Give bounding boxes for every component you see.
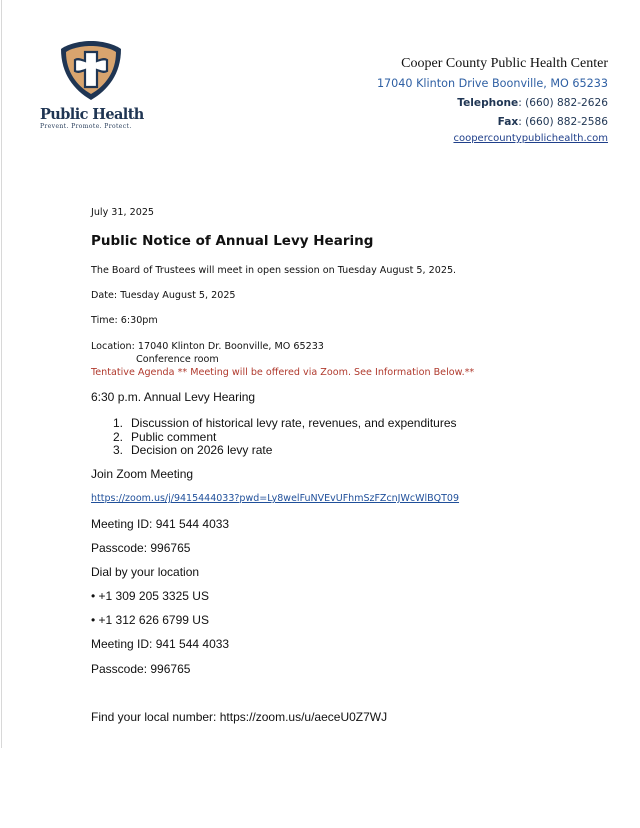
- notice-title: Public Notice of Annual Levy Hearing: [91, 233, 374, 249]
- dial-by-location-label: Dial by your location: [91, 565, 200, 579]
- intro-text: The Board of Trustees will meet in open session on Tuesday August 5, 2025.: [91, 265, 457, 276]
- dial-number: • +1 309 205 3325 US: [91, 589, 209, 603]
- meeting-id: Meeting ID: 941 544 4033: [91, 517, 230, 531]
- fax-value: : (660) 882-2586: [518, 116, 608, 128]
- organization-address: 17040 Klinton Drive Boonville, MO 65233: [376, 77, 608, 90]
- zoom-join-link[interactable]: https://zoom.us/j/9415444033?pwd=Ly8welFuNVEvUFhmSzFZcnJWcWlBQT09: [91, 493, 460, 504]
- fax-line: [377, 113, 608, 132]
- telephone-label: Telephone: [457, 97, 519, 109]
- page-edge-line: [1, 0, 2, 748]
- meeting-id: Meeting ID: 941 544 4033: [91, 637, 230, 651]
- agenda-item: 1. Discussion of historical levy rate, revenues, and expenditures: [113, 416, 457, 430]
- organization-name: Cooper County Public Health Center: [401, 56, 608, 71]
- letterhead: [377, 54, 608, 146]
- join-zoom-label: Join Zoom Meeting: [91, 467, 194, 481]
- logo-wordmark: Public Health: [40, 106, 144, 123]
- agenda-item: 3. Decision on 2026 levy rate: [113, 443, 273, 457]
- location-line: Location: 17040 Klinton Dr. Boonville, MO 65233: [91, 341, 324, 352]
- telephone-line: [377, 94, 608, 113]
- logo-tagline: Prevent. Promote. Protect.: [40, 123, 132, 130]
- telephone-value: : (660) 882-2626: [518, 97, 608, 109]
- agenda-item: 2. Public comment: [113, 429, 217, 444]
- date-line: Date: Tuesday August 5, 2025: [91, 290, 236, 301]
- location-room: Conference room: [136, 354, 219, 365]
- fax-label: Fax: [497, 116, 519, 128]
- website-link[interactable]: coopercountypublichealth.com: [453, 133, 608, 144]
- local-number-line: Find your local number: https://zoom.us/u/aeceU0Z7WJ: [91, 710, 388, 724]
- passcode: Passcode: 996765: [91, 662, 191, 676]
- passcode: Passcode: 996765: [91, 541, 191, 555]
- dial-number: • +1 312 626 6799 US: [91, 613, 209, 627]
- time-line: Time: 6:30pm: [91, 315, 158, 326]
- agenda-heading: 6:30 p.m. Annual Levy Hearing: [91, 390, 256, 404]
- shield-cross-icon: [58, 38, 124, 104]
- notice-date: July 31, 2025: [91, 207, 155, 218]
- tentative-agenda-note: Tentative Agenda ** Meeting will be offered via Zoom. See Information Below.**: [91, 367, 475, 378]
- agenda-list: [113, 416, 457, 457]
